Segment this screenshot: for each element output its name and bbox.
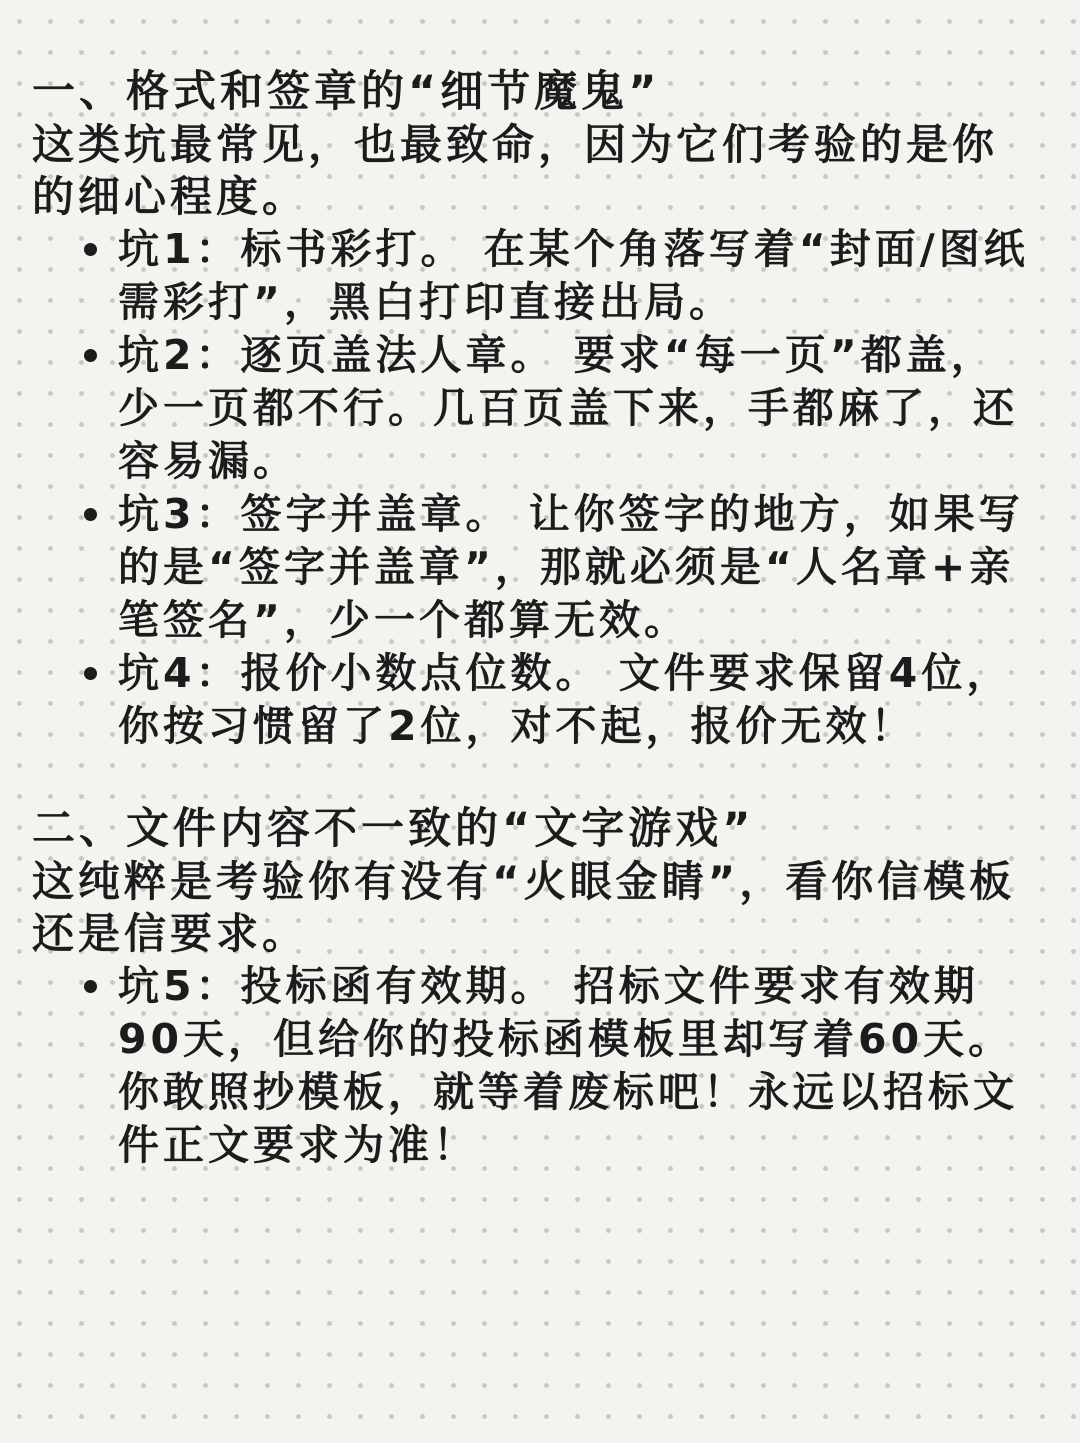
bullet-icon bbox=[84, 667, 97, 680]
pitfall-body: 在某个角落写着“封面/图纸需彩打”，黑白打印直接出局。 bbox=[118, 225, 1029, 326]
section-intro: 这类坑最常见，也最致命，因为它们考验的是你的细心程度。 bbox=[32, 120, 999, 221]
pitfall-title: 坑4：报价小数点位数。 bbox=[118, 649, 601, 697]
bullet-icon bbox=[84, 980, 97, 993]
pitfall-title: 坑2：逐页盖法人章。 bbox=[118, 331, 556, 379]
list-item-pitfall-1 bbox=[32, 223, 1040, 329]
section-content-inconsistency bbox=[32, 803, 1040, 1172]
pitfall-body: 招标文件要求有效期90天，但给你的投标函模板里却写着60天。你敢照抄模板，就等着废标吧！永远以招标文件正文要求为准！ bbox=[118, 962, 1018, 1169]
pitfall-body: 文件要求保留4位，你按习惯留了2位，对不起，报价无效！ bbox=[118, 649, 1012, 750]
section-heading: 二、文件内容不一致的“文字游戏” bbox=[32, 804, 755, 854]
pitfall-list bbox=[32, 223, 1040, 753]
bullet-icon bbox=[84, 508, 97, 521]
pitfall-list bbox=[32, 960, 1040, 1172]
pitfall-title: 坑5：投标函有效期。 bbox=[118, 962, 556, 1010]
pitfall-title: 坑3：签字并盖章。 bbox=[118, 490, 511, 538]
pitfall-body: 要求“每一页”都盖，少一页都不行。几百页盖下来，手都麻了，还容易漏。 bbox=[118, 331, 1018, 485]
section-heading: 一、格式和签章的“细节魔鬼” bbox=[32, 67, 661, 117]
list-item-pitfall-2 bbox=[32, 329, 1040, 488]
list-item-pitfall-3 bbox=[32, 488, 1040, 647]
section-format-signature bbox=[32, 66, 1040, 753]
section-intro: 这纯粹是考验你有没有“火眼金睛”，看你信模板还是信要求。 bbox=[32, 857, 1016, 958]
list-item-pitfall-4 bbox=[32, 647, 1040, 753]
pitfall-title: 坑1：标书彩打。 bbox=[118, 225, 466, 273]
bullet-icon bbox=[84, 349, 97, 362]
list-item-pitfall-5 bbox=[32, 960, 1040, 1172]
bullet-icon bbox=[84, 243, 97, 256]
pitfall-body: 让你签字的地方，如果写的是“签字并盖章”，那就必须是“人名章+亲笔签名”，少一个都算无效。 bbox=[118, 490, 1024, 644]
